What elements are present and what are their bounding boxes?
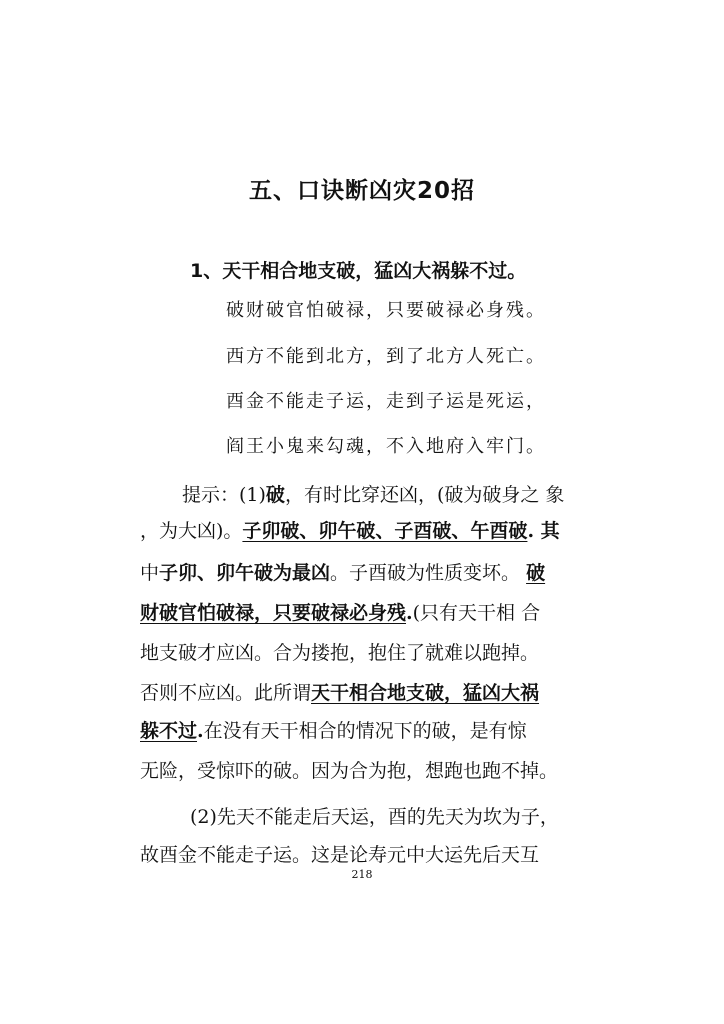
body-line — [140, 598, 540, 625]
bold-text: . — [406, 602, 413, 624]
body-line — [140, 678, 539, 705]
underlined-bold-text: 子卯破、卯午破、子酉破、午酉破 — [242, 520, 528, 542]
verse-line: 西方不能到北方，到了北方人死亡。 — [226, 346, 546, 367]
text-run: 。子酉破为性质变坏。 — [330, 562, 527, 584]
text-run: 提示：(1) — [182, 484, 266, 506]
underlined-bold-text: 天干相合地支破，猛凶大祸 — [311, 682, 540, 704]
text-run: (只有天干相 合 — [412, 602, 541, 624]
page-number: 218 — [351, 868, 373, 881]
section-heading: 1、天干相合地支破，猛凶大祸躲不过。 — [190, 260, 527, 282]
body-line — [140, 516, 560, 543]
body-line: 故酉金不能走子运。这是论寿元中大运先后天互 — [140, 844, 540, 866]
underlined-bold-text: 躲不过 — [140, 720, 198, 742]
bold-text: 子卯、卯午破为最凶 — [159, 562, 331, 584]
verse-line: 破财破官怕破禄，只要破禄必身残。 — [226, 300, 546, 321]
bold-text: . — [197, 720, 204, 742]
text-run: 在没有天干相合的情况下的破，是有惊 — [203, 720, 527, 742]
bold-text: 破 — [265, 484, 285, 506]
verse-line: 阎王小鬼来勾魂，不入地府入牢门。 — [226, 436, 546, 457]
underlined-bold-text: 财破官怕破禄，只要破禄必身残 — [140, 602, 407, 624]
body-line — [140, 716, 527, 743]
bold-text: . 其 — [527, 520, 560, 542]
underlined-bold-text: 破 — [526, 562, 546, 584]
text-run: ，有时比穿还凶，(破为破身之 象 — [284, 484, 565, 506]
verse-line: 酉金不能走子运，走到子运是死运， — [226, 391, 546, 412]
body-line: 地支破才应凶。合为搂抱，抱住了就难以跑掉。 — [140, 642, 540, 664]
text-run: 否则不应凶。此所谓 — [140, 682, 312, 704]
page-title: 五、口诀断凶灾20招 — [248, 178, 475, 204]
body-line: (2)先天不能走后天运，酉的先天为坎为子， — [190, 806, 559, 828]
body-line — [182, 480, 564, 507]
text-run: ，为大凶)。 — [140, 520, 243, 542]
text-run: 中 — [140, 562, 160, 584]
body-line: 无险，受惊吓的破。因为合为抱，想跑也跑不掉。 — [140, 760, 559, 782]
body-line — [140, 558, 545, 585]
